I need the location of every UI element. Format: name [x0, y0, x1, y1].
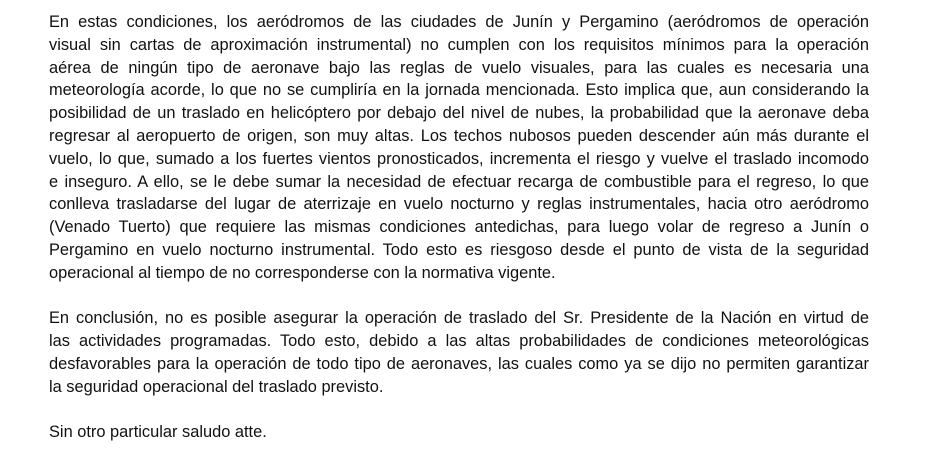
paragraph-closing [49, 421, 869, 444]
paragraph-conclusion [49, 307, 869, 398]
text-line: En estas condiciones, los aeródromos de las ciudades de Junín y Pergamino (aeródromos de operación [49, 13, 869, 31]
closing-line: Sin otro particular saludo atte. [49, 423, 267, 442]
text-line: desfavorables para la operación de todo tipo de aeronaves, las cuales como ya se dijo no permiten garantizar [49, 354, 869, 373]
text-line: regresar al aeropuerto de origen, son muy altas. Los techos nubosos pueden descender aún más durante el [49, 126, 869, 145]
text-line: En conclusión, no es posible asegurar la operación de traslado del Sr. Presidente de la Nación en virtud de [49, 309, 869, 328]
document-body [49, 11, 869, 467]
text-line: operacional al tiempo de no corresponderse con la normativa vigente. [49, 263, 556, 282]
text-line: las actividades programadas. Todo esto, debido a las altas probabilidades de condiciones meteorológicas [49, 332, 869, 351]
text-line: (Venado Tuerto) que requiere las mismas condiciones antedichas, para luego volar de regreso a Junín o [49, 218, 869, 237]
text-line: e inseguro. A ello, se le debe sumar la necesidad de efectuar recarga de combustible para el regreso, lo que [49, 172, 869, 191]
text-line: meteorología acorde, lo que no se cumpliría en la jornada mencionada. Esto implica que, aun considerando la [49, 81, 869, 100]
text-line: visual sin cartas de aproximación instrumental) no cumplen con los requisitos mínimos para la operación [49, 35, 869, 54]
text-line: Pergamino en vuelo nocturno instrumental. Todo esto es riesgoso desde el punto de vista de la seguridad [49, 240, 869, 259]
text-line: la seguridad operacional del traslado previsto. [49, 377, 384, 396]
paragraph-conditions [49, 11, 869, 285]
text-line: aérea de ningún tipo de aeronave bajo las reglas de vuelo visuales, para las cuales es necesaria una [49, 58, 869, 77]
text-line: vuelo, lo que, sumado a los fuertes vientos pronosticados, incrementa el riesgo y vuelve el traslado incomodo [49, 149, 869, 168]
text-line: conlleva trasladarse del lugar de aterrizaje en vuelo nocturno y reglas instrumentales, hacia otro aeródromo [49, 195, 869, 214]
text-line: posibilidad de un traslado en helicóptero por debajo del nivel de nubes, la probabilidad que la aeronave deba [49, 104, 869, 123]
